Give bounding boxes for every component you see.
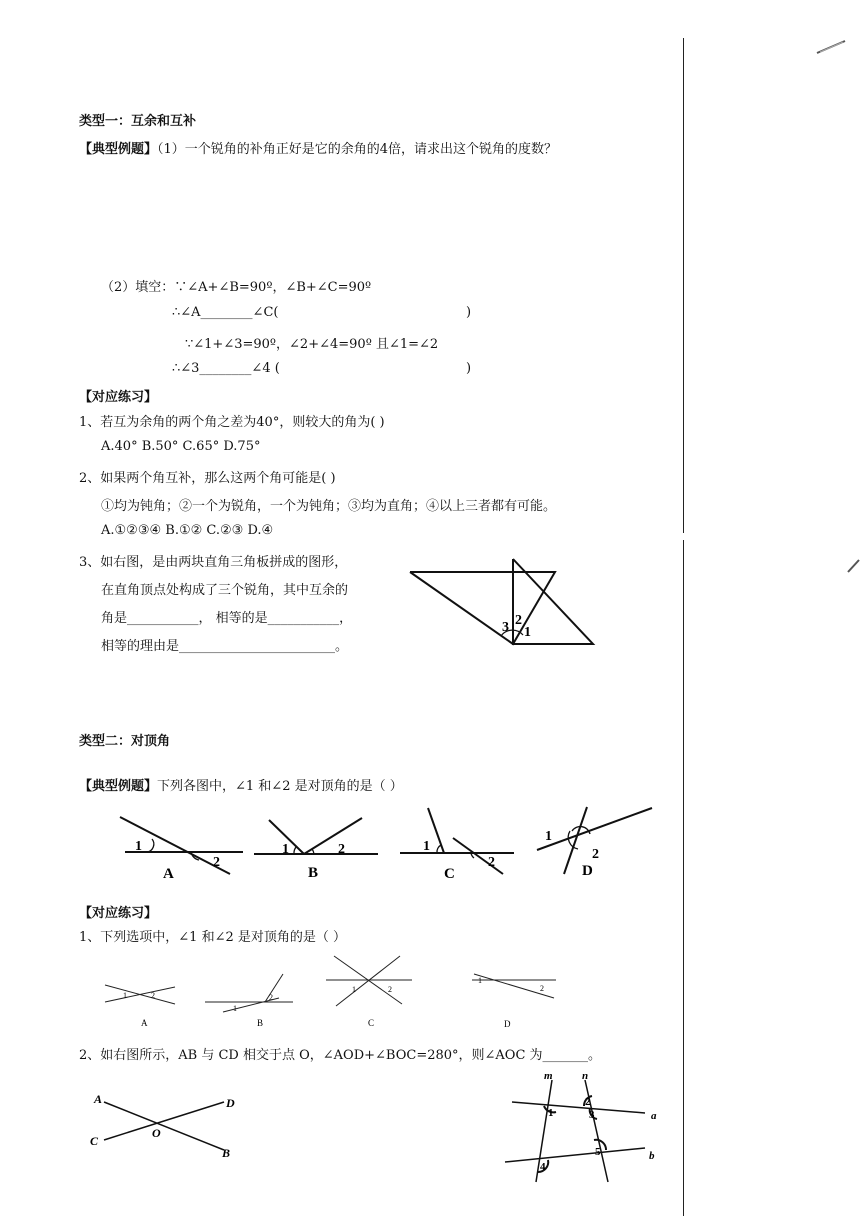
option-d-angle-2: 2 — [592, 847, 599, 862]
example-q1-text: （1）一个锐角的补角正好是它的余角的4倍，请求出这个锐角的度数？ — [157, 142, 558, 157]
label-m: m — [544, 1070, 553, 1082]
fill-line-2: ∴∠A________∠C( — [172, 305, 279, 320]
label-b: B — [222, 1146, 231, 1160]
label-angle-2: 2 — [585, 1096, 591, 1108]
option-c-angle-2: 2 — [488, 855, 495, 870]
pen-icon — [815, 38, 847, 56]
option-c-angle-1: 1 — [423, 839, 430, 854]
label-a: A — [94, 1092, 103, 1106]
example-tag-2: 【典型例题】 — [79, 779, 158, 794]
option-figure-c — [398, 806, 518, 882]
label-d: D — [226, 1096, 235, 1110]
small-a-angle-1: 1 — [123, 991, 127, 1000]
fill-line-4: ∴∠3________∠4 ( — [172, 361, 280, 376]
option-d-angle-1: 1 — [545, 829, 552, 844]
small-figure-a — [103, 980, 183, 1030]
label-n: n — [582, 1070, 589, 1082]
example-question-2 — [79, 775, 403, 794]
practice-3-line-3: 角是___________， 相等的是___________， — [101, 611, 353, 626]
section-title-type1: 类型一：互余和互补 — [79, 114, 197, 129]
small-d-angle-1: 1 — [478, 976, 482, 985]
example-question-1 — [79, 138, 557, 157]
practice-3-line-1: 3、如右图，是由两块直角三角板拼成的图形， — [79, 555, 348, 570]
option-c-label: C — [444, 866, 455, 882]
small-figure-c — [322, 952, 417, 1032]
small-c-angle-1: 1 — [352, 985, 356, 994]
option-a-label: A — [163, 866, 174, 882]
small-figure-b — [203, 970, 298, 1030]
small-option-c: C — [368, 1018, 375, 1028]
fill-line-1: （2）填空：∵∠A+∠B=90º，∠B+∠C=90º — [101, 280, 372, 295]
small-a-angle-2: 2 — [151, 991, 155, 1000]
option-figure-b — [252, 812, 382, 882]
option-b-angle-1: 1 — [282, 842, 289, 857]
fill-line-2-end: ) — [466, 305, 472, 320]
fill-line-3: ∵∠1+∠3=90º，∠2+∠4=90º 且∠1=∠2 — [185, 337, 439, 352]
label-angle-1: 1 — [548, 1107, 554, 1119]
practice-2-question: 2、如果两个角互补，那么这两个角可能是( ) — [79, 471, 336, 486]
small-b-angle-1: 1 — [233, 1004, 237, 1013]
label-line-b: b — [649, 1150, 655, 1162]
fill-line-4-end: ) — [466, 361, 472, 376]
practice-3-line-4: 相等的理由是________________________。 — [101, 639, 349, 654]
option-a-angle-2: 2 — [213, 855, 220, 870]
example-tag: 【典型例题】 — [79, 142, 158, 157]
option-b-label: B — [308, 865, 319, 881]
option-a-angle-1: 1 — [135, 839, 142, 854]
option-b-angle-2: 2 — [338, 842, 345, 857]
label-angle-4: 4 — [540, 1161, 546, 1173]
small-option-b: B — [257, 1018, 264, 1028]
small-c-angle-2: 2 — [388, 985, 392, 994]
practice-3-line-2: 在直角顶点处构成了三个锐角，其中互余的 — [101, 583, 349, 598]
label-o: O — [152, 1126, 161, 1140]
label-angle-5: 5 — [595, 1146, 601, 1158]
practice-2-options: A.①②③④ B.①② C.②③ D.④ — [101, 523, 274, 538]
option-figure-a — [115, 812, 250, 882]
type2-practice-2-question: 2、如右图所示，AB 与 CD 相交于点 O，∠AOD+∠BOC=280°，则∠AOC 为_______。 — [79, 1048, 602, 1063]
label-angle-3: 3 — [589, 1109, 595, 1121]
small-figure-d — [470, 970, 560, 1030]
triangle-rulers-figure — [405, 555, 595, 650]
example-q2-text: 下列各图中，∠1 和∠2 是对顶角的是（ ） — [157, 779, 403, 794]
label-c: C — [90, 1134, 99, 1148]
small-b-angle-2: 2 — [269, 993, 273, 1002]
fig3-label-3: 3 — [502, 620, 509, 635]
fig3-label-2: 2 — [515, 613, 522, 628]
parallel-lines-figure — [500, 1068, 665, 1186]
practice-1-question: 1、若互为余角的两个角之差为40°，则较大的角为( ) — [79, 415, 385, 430]
practice-1-options: A.40° B.50° C.65° D.75° — [101, 439, 261, 454]
small-option-a: A — [141, 1018, 148, 1028]
type2-practice-1-question: 1、下列选项中，∠1 和∠2 是对顶角的是（ ） — [79, 930, 346, 945]
label-line-a: a — [651, 1110, 657, 1122]
practice-2-description: ①均为钝角；②一个为锐角，一个为钝角；③均为直角；④以上三者都有可能。 — [101, 499, 557, 514]
option-figure-d — [532, 802, 657, 878]
small-option-d: D — [504, 1019, 511, 1029]
fig3-label-1: 1 — [524, 625, 531, 640]
section-title-type2: 类型二：对顶角 — [79, 734, 171, 749]
margin-divider-bottom — [683, 540, 684, 1216]
margin-divider-top — [683, 38, 684, 533]
practice-tag-1: 【对应练习】 — [79, 390, 158, 405]
pen-icon-2 — [846, 558, 860, 574]
practice-tag-2: 【对应练习】 — [79, 906, 158, 921]
option-d-label: D — [582, 863, 593, 879]
small-d-angle-2: 2 — [540, 984, 544, 993]
intersecting-lines-figure — [88, 1090, 238, 1165]
